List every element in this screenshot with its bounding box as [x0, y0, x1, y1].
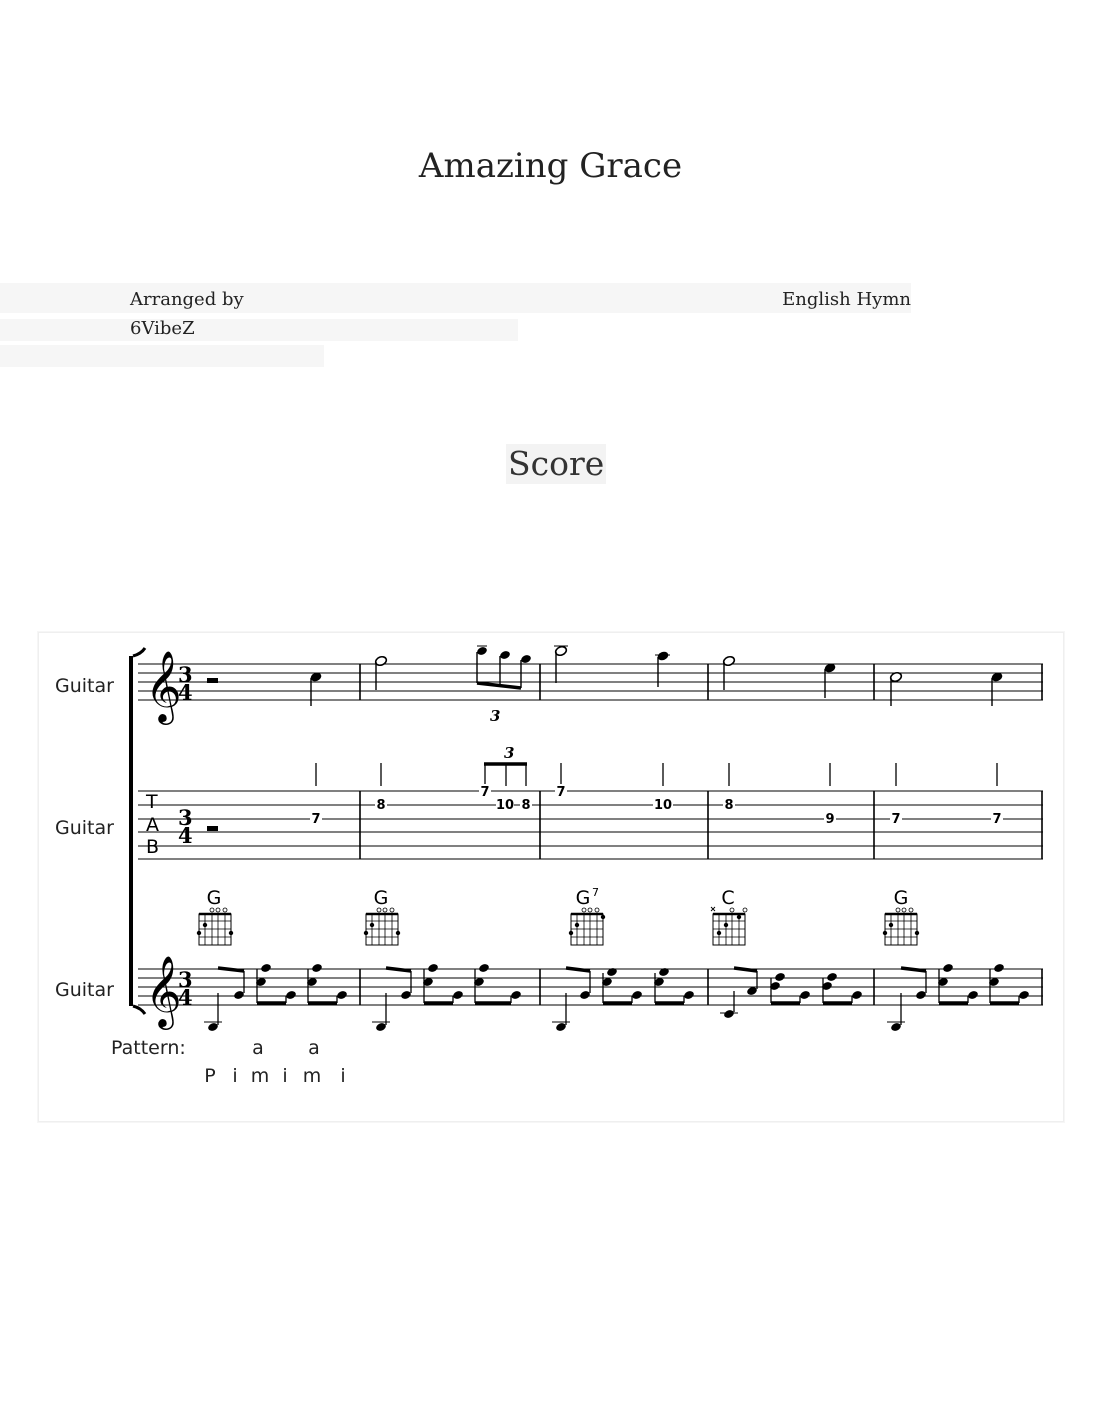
fret-number: 7: [480, 785, 490, 800]
treble-clef: 𝄞: [145, 954, 182, 1027]
staff-1-notes: [309, 645, 1003, 725]
instrument-label: Guitar: [55, 817, 114, 839]
time-signature-top: 3: [178, 805, 193, 830]
chord-superscript: 7: [592, 886, 599, 899]
sheet-music: [39, 633, 1063, 1121]
time-signature-top: 3: [178, 662, 193, 687]
fret-number: 9: [825, 812, 835, 827]
half-rest: [207, 678, 218, 683]
tab-clef-letter: B: [146, 836, 160, 858]
time-signature-bottom: 4: [178, 985, 193, 1010]
chord-name: G: [575, 887, 591, 909]
score-panel: [38, 632, 1064, 1122]
note: [499, 650, 511, 660]
pattern-finger: P: [204, 1065, 216, 1087]
time-signature-top: 3: [178, 967, 193, 992]
chord-diagram: [569, 908, 605, 945]
accompaniment-notes: [204, 963, 1030, 1032]
header-band: [0, 319, 518, 341]
treble-clef: 𝄞: [145, 649, 182, 722]
tuplet-number: 3: [504, 744, 515, 762]
arranged-by-label: Arranged by: [130, 289, 244, 310]
time-signature-bottom: 4: [178, 680, 193, 705]
pattern-finger: i: [232, 1065, 238, 1087]
fret-number: 7: [556, 785, 566, 800]
system-bracket: [129, 648, 145, 1014]
chord-name: G: [373, 887, 389, 909]
pattern-finger: m: [250, 1065, 270, 1087]
chord-diagram: [711, 907, 747, 945]
tuplet-number: 3: [490, 707, 501, 725]
chord-diagram: [197, 908, 233, 945]
instrument-label: Guitar: [55, 979, 114, 1001]
pattern-finger: i: [282, 1065, 288, 1087]
pattern-finger: m: [302, 1065, 322, 1087]
fret-number: 10: [653, 798, 673, 813]
pattern-finger: a: [308, 1037, 320, 1059]
pattern-finger: a: [252, 1037, 264, 1059]
staff-1-lines: [138, 664, 1043, 700]
arranger-name: 6VibeZ: [130, 318, 195, 339]
chord-name: C: [721, 887, 735, 909]
header-band: [0, 345, 324, 367]
fret-number: 7: [992, 812, 1002, 827]
pattern-label: Pattern:: [111, 1037, 186, 1059]
note: [520, 654, 532, 664]
fret-number: 10: [495, 798, 515, 813]
tab-rhythm-stems: [316, 763, 997, 786]
chord-diagram: [883, 908, 919, 945]
score-title: Amazing Grace: [418, 146, 683, 186]
tab-clef-letter: A: [146, 814, 159, 836]
composer-name: English Hymn: [782, 289, 911, 310]
note: [476, 646, 488, 656]
tab-clef-letter: T: [146, 791, 158, 813]
fret-number: 7: [891, 812, 901, 827]
chord-name: G: [206, 887, 222, 909]
pattern-finger: i: [340, 1065, 346, 1087]
chord-name: G: [893, 887, 909, 909]
tab-barlines: [360, 791, 1042, 859]
fret-number: 8: [376, 798, 386, 813]
time-signature-bottom: 4: [178, 823, 193, 848]
instrument-label: Guitar: [55, 675, 114, 697]
fret-number: 8: [521, 798, 531, 813]
half-rest: [207, 826, 218, 831]
chord-symbols: [207, 887, 909, 909]
pattern-fingers: [204, 1037, 345, 1087]
chord-diagram: [364, 908, 400, 945]
fret-number: 8: [724, 798, 734, 813]
fret-number: 7: [311, 812, 321, 827]
score-subtitle: Score: [508, 444, 605, 483]
tab-staff-lines: [138, 791, 1043, 859]
